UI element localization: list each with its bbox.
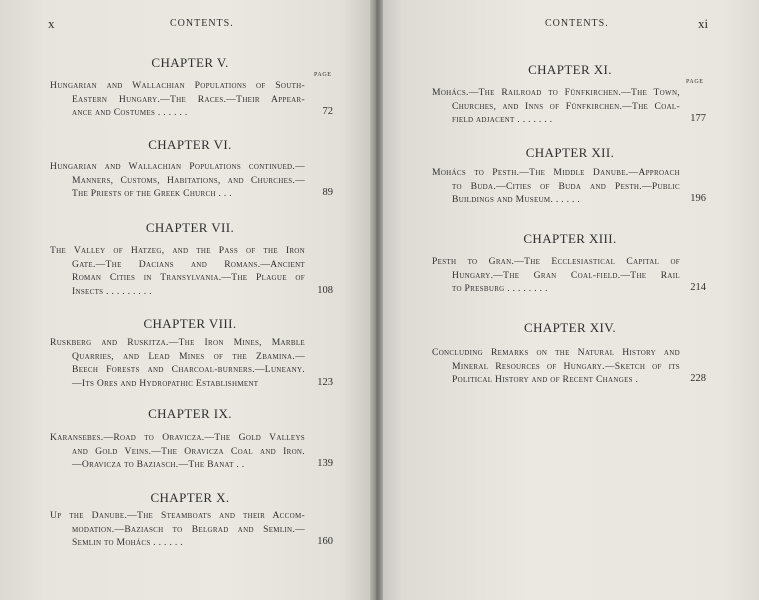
- chapter-summary-line: Manners, Customs, Habitations, and Churches.—: [72, 174, 305, 186]
- folio-right: xi: [698, 16, 709, 31]
- chapter-summary-line: Hungarian and Wallachian Populations of South-: [50, 80, 305, 91]
- chapter-summary-line: Karansebes.—Road to Oravicza.—The Gold Valleys: [50, 432, 305, 443]
- folio-left: x: [48, 16, 55, 31]
- chapter-heading: CHAPTER V.: [151, 55, 229, 70]
- chapter-summary-line: Eastern Hungary.—The Races.—Their Appear-: [72, 93, 305, 105]
- page-number: 214: [690, 282, 706, 293]
- chapter-summary-line: Churches, and Inns of Fünfkirchen.—The Coal-: [452, 100, 680, 112]
- book-gutter: [370, 0, 383, 600]
- chapter-summary-line: Concluding Remarks on the Natural History and: [432, 347, 680, 358]
- chapter-summary-line: Gate.—The Dacians and Romans.—Ancient: [72, 258, 305, 270]
- chapter-heading: CHAPTER X.: [150, 490, 230, 505]
- chapter-summary-line: Political History and of Recent Changes .: [452, 374, 639, 385]
- chapter-heading: CHAPTER VII.: [145, 220, 235, 235]
- chapter-heading: CHAPTER XII.: [525, 145, 615, 160]
- chapter-heading: CHAPTER VIII.: [143, 316, 237, 331]
- running-head-right: CONTENTS.: [545, 18, 609, 29]
- page-column-label: PAGE: [686, 79, 704, 85]
- chapter-summary-line: and Gold Veins.—The Oravicza Coal and Iron.: [72, 445, 305, 457]
- chapter-summary-line: Ruskberg and Ruskitza.—The Iron Mines, Marble: [50, 337, 305, 348]
- chapter-heading: CHAPTER XIII.: [523, 231, 617, 246]
- chapter-summary-line: modation.—Baziasch to Belgrad and Semlin.—: [72, 523, 305, 535]
- page-number: 177: [690, 113, 706, 124]
- right-page: [380, 0, 759, 600]
- chapter-summary-line: Insects . . . . . . . . .: [72, 285, 152, 297]
- chapter-summary-line: ance and Costumes . . . . . .: [72, 107, 188, 118]
- chapter-summary-line: The Valley of Hatzeg, and the Pass of the Iron: [50, 245, 305, 256]
- chapter-summary-line: Mineral Resources of Hungary.—Sketch of its: [452, 360, 680, 372]
- chapter-heading: CHAPTER IX.: [148, 406, 232, 421]
- page-number: 139: [317, 458, 333, 469]
- page-number: 160: [317, 536, 333, 547]
- chapter-summary-line: —Oravicza to Baziasch.—The Banat . .: [72, 459, 245, 470]
- chapter-summary-line: Hungary.—The Gran Coal-field.—The Rail: [452, 269, 680, 281]
- chapter-summary-line: Hungarian and Wallachian Populations continued.—: [50, 161, 305, 172]
- chapter-summary-line: Semlin to Mohács . . . . . .: [72, 537, 183, 548]
- chapter-summary-line: field adjacent . . . . . . .: [452, 114, 553, 125]
- running-head-left: CONTENTS.: [170, 18, 234, 29]
- chapter-summary-line: to Presburg . . . . . . . .: [452, 283, 548, 294]
- page-column-label: PAGE: [314, 72, 332, 78]
- page-number: 196: [690, 193, 706, 204]
- page-number: 228: [690, 373, 706, 384]
- chapter-summary-line: Mohács to Pesth.—The Middle Danube.—Approach: [432, 167, 680, 178]
- chapter-heading: CHAPTER XIV.: [524, 320, 616, 335]
- chapter-summary-line: Up the Danube.—The Steamboats and their Accom-: [50, 510, 305, 521]
- chapter-summary-line: Mohács.—The Railroad to Fünfkirchen.—The Town,: [432, 87, 680, 98]
- chapter-summary-line: Buildings and Museum. . . . . .: [452, 194, 581, 205]
- page-number: 108: [317, 284, 333, 296]
- chapter-summary-line: Quarries, and Lead Mines of the Zbamina.—: [72, 350, 305, 362]
- page-number: 72: [322, 106, 333, 117]
- chapter-summary-line: The Priests of the Greek Church . . .: [72, 188, 233, 199]
- chapter-heading: CHAPTER XI.: [528, 62, 612, 77]
- chapter-summary-line: Roman Cities in Transylvania.—The Plague of: [72, 272, 305, 283]
- page-number: 123: [317, 376, 333, 388]
- chapter-summary-line: to Buda.—Cities of Buda and Pesth.—Public: [452, 180, 680, 192]
- left-page: [0, 0, 373, 600]
- page-number: 89: [322, 187, 333, 198]
- chapter-summary-line: Pesth to Gran.—The Ecclesiastical Capital of: [432, 256, 680, 267]
- chapter-summary-line: —Its Ores and Hydropathic Establishment: [72, 377, 259, 389]
- chapter-summary-line: Beech Forests and Charcoal-burners.—Luneany.: [72, 364, 305, 375]
- chapter-heading: CHAPTER VI.: [148, 137, 232, 152]
